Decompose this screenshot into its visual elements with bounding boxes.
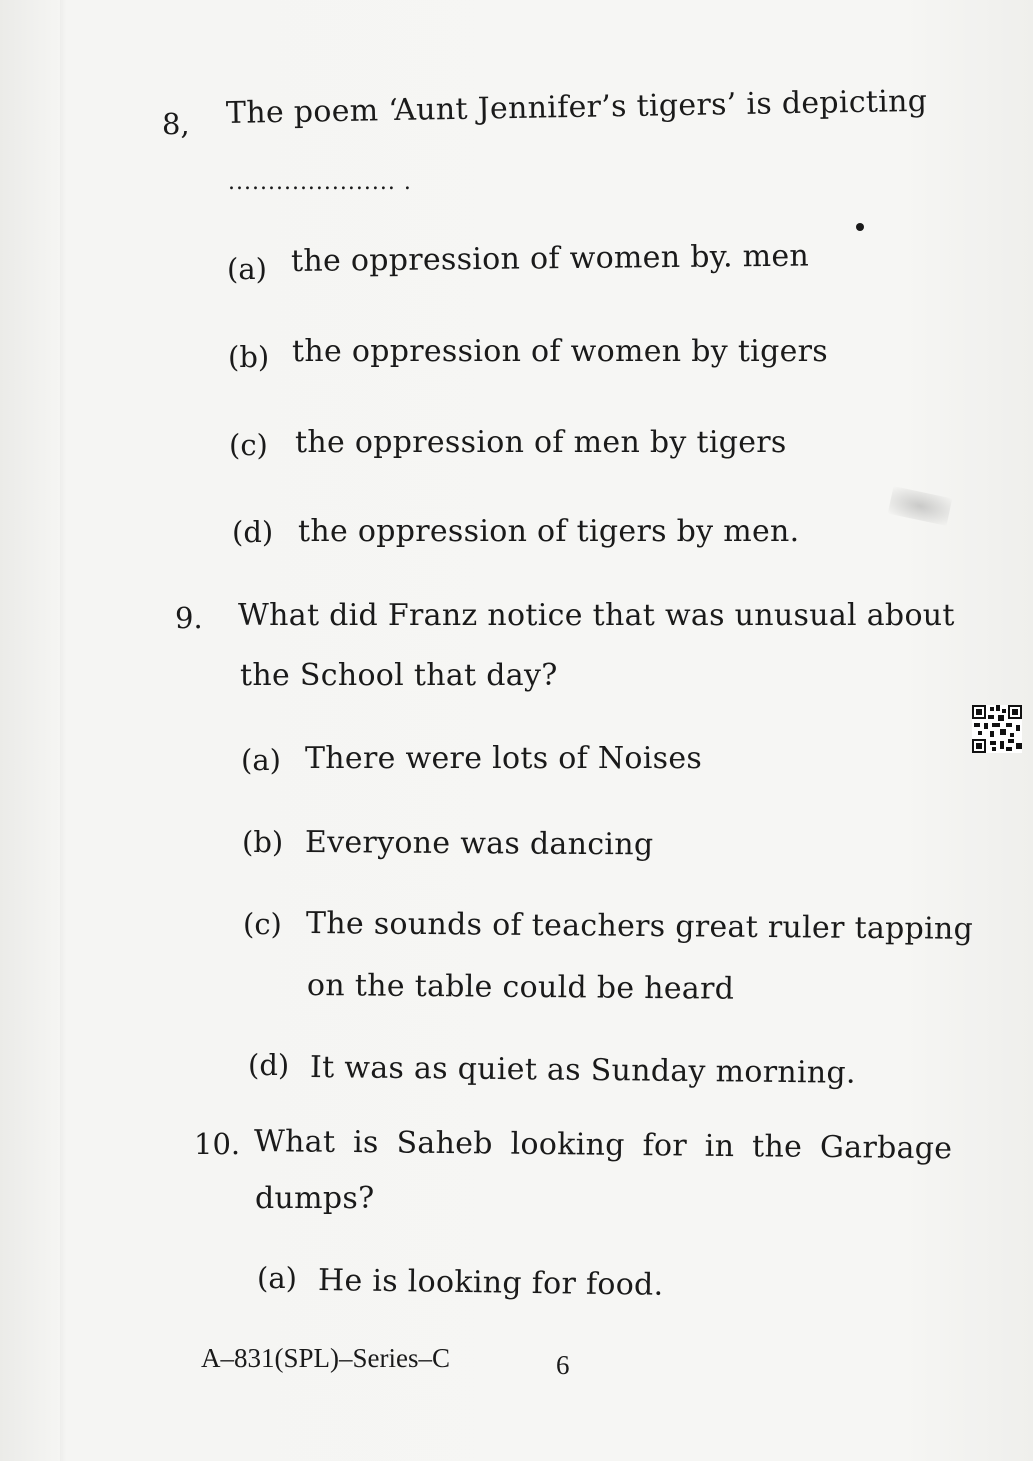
question-text: What did Franz notice that was unusual about bbox=[238, 598, 955, 633]
question-number: 9. bbox=[175, 601, 203, 635]
option-label: (a) bbox=[227, 252, 267, 286]
option-label: (c) bbox=[243, 907, 282, 941]
option-text: There were lots of Noises bbox=[305, 741, 703, 776]
paper-code: A–831(SPL)–Series–C bbox=[201, 1343, 450, 1373]
option-label: (c) bbox=[229, 428, 268, 462]
option-text: He is looking for food. bbox=[317, 1263, 664, 1303]
option-text: the oppression of tigers by men. bbox=[298, 514, 800, 549]
page-number: 6 bbox=[556, 1350, 570, 1380]
question-number: 10. bbox=[194, 1127, 241, 1161]
option-label: (a) bbox=[241, 743, 281, 777]
question-text: the School that day? bbox=[240, 658, 558, 693]
question-text: dumps? bbox=[255, 1181, 375, 1216]
stray-dot bbox=[856, 223, 864, 231]
question-text: The poem ‘Aunt Jennifer’s tigers’ is depicting bbox=[225, 83, 928, 131]
question-number: 8, bbox=[162, 107, 190, 141]
page-edge-shadow bbox=[60, 0, 66, 1461]
option-text: the oppression of men by tigers bbox=[295, 425, 787, 460]
option-label: (d) bbox=[248, 1048, 290, 1082]
option-label: (a) bbox=[257, 1261, 297, 1295]
option-text: the oppression of women by tigers bbox=[292, 334, 828, 369]
qr-code-icon bbox=[972, 705, 1022, 753]
option-text: The sounds of teachers great ruler tapping bbox=[305, 906, 974, 947]
option-label: (b) bbox=[228, 340, 270, 374]
option-text: the oppression of women by. men bbox=[290, 238, 810, 279]
option-text: Everyone was dancing bbox=[304, 825, 654, 863]
question-text: What is Saheb looking for in the Garbage bbox=[253, 1124, 953, 1167]
option-text: on the table could be heard bbox=[306, 968, 735, 1007]
option-text: It was as quiet as Sunday morning. bbox=[309, 1050, 856, 1091]
option-label: (d) bbox=[232, 515, 274, 549]
answer-blank: ..................... . bbox=[228, 170, 412, 195]
option-label: (b) bbox=[242, 825, 284, 859]
scan-smudge bbox=[888, 486, 953, 526]
